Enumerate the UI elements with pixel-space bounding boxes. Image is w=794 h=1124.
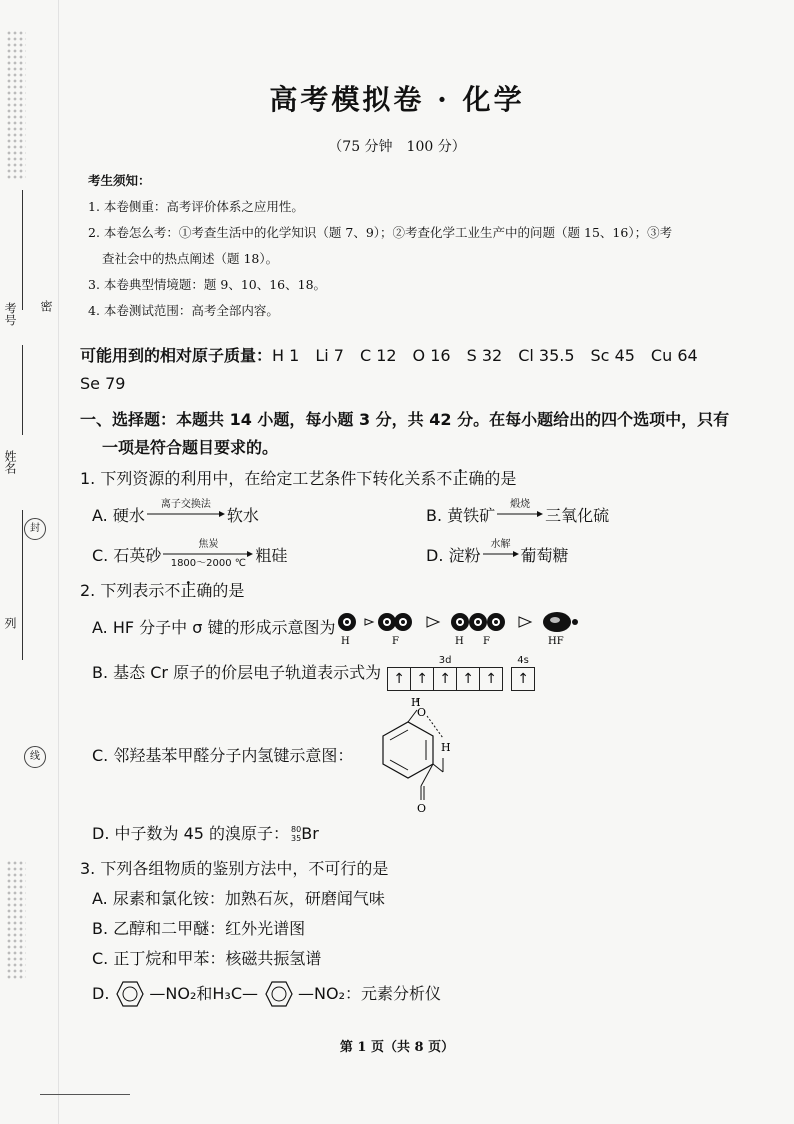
margin-line-3 — [22, 510, 23, 660]
arrow-icon — [497, 510, 543, 518]
reaction-arrow — [483, 539, 519, 569]
q1-c-left: C. 石英砂 — [92, 545, 162, 565]
orbital-label: H — [455, 636, 465, 647]
reaction-arrow — [147, 499, 225, 529]
q3-d-nitro-b: —NO₂ — [298, 984, 345, 1003]
q2-stem-emphasis: 不正确 — [164, 581, 213, 600]
orbital-4s-label: 4s — [517, 655, 529, 666]
q2-option-d — [80, 816, 760, 852]
q2-stem-a: 2. 下列表示 — [80, 581, 165, 600]
q1-option-b — [426, 499, 760, 529]
page-footer: 第 1 页（共 8 页） — [339, 1040, 455, 1055]
q1-a-right: 软水 — [226, 505, 259, 525]
margin-label-kaohao: 考号 — [3, 302, 17, 326]
q1-a-condition: 离子交换法 — [160, 499, 211, 510]
arrow-icon — [163, 550, 253, 558]
q3-d-suffix: ：元素分析仪 — [345, 984, 442, 1003]
nuclide-notation — [291, 825, 301, 843]
margin-label-mi: 密 — [39, 300, 53, 312]
orbital-label: F — [392, 636, 400, 647]
q3-d-and: 和H₃C— — [196, 984, 259, 1003]
reaction-arrow — [497, 499, 543, 529]
notes-item: 1. 本卷侧重：高考评价体系之应用性。 — [88, 199, 304, 214]
exam-notes — [88, 168, 672, 324]
q1-a-left: A. 硬水 — [92, 505, 145, 525]
q2-option-c — [80, 696, 760, 816]
atomic-number: 35 — [291, 834, 302, 843]
q1-c-right: 粗硅 — [255, 545, 288, 565]
page-title: 高考模拟卷 · 化学 — [269, 83, 525, 116]
benzene-ring-icon — [109, 977, 149, 1011]
orbital-4s — [511, 655, 535, 691]
question-3 — [80, 854, 760, 884]
spin-up-arrow: ↑ — [485, 671, 497, 687]
margin-line-1 — [22, 190, 23, 310]
q2-a-text: A. HF 分子中 σ 键的形成示意图为 — [92, 618, 336, 637]
atomic-masses-label: 可能用到的相对原子质量： — [80, 346, 273, 365]
element-symbol: Br — [301, 824, 319, 843]
q1-options-row-1 — [80, 494, 760, 534]
q3-d-nitro-a: —NO₂ — [149, 984, 197, 1003]
main-content — [80, 342, 760, 1014]
atomic-masses-list: H 1 Li 7 C 12 O 16 S 32 Cl 35.5 Sc 45 Cu 64 — [272, 346, 698, 365]
spin-up-arrow: ↑ — [517, 671, 529, 687]
sigma-bond-diagram — [335, 608, 585, 648]
spin-up-arrow: ↑ — [411, 668, 434, 690]
q1-stem-a: 1. 下列资源的利用中，在给定工艺条件下转化关系 — [80, 469, 437, 488]
q1-d-left: D. 淀粉 — [426, 545, 481, 565]
arrow-icon — [147, 510, 225, 518]
q2-b-text: B. 基态 Cr 原子的价层电子轨道表示式为 — [92, 663, 382, 682]
notes-title: 考生须知： — [88, 173, 151, 188]
q1-option-a — [92, 499, 426, 529]
q2-d-text: D. 中子数为 45 的溴原子： — [92, 824, 290, 843]
orbital-label: F — [483, 636, 491, 647]
atom-label: O — [417, 706, 427, 719]
q2-option-a — [80, 606, 760, 650]
margin-label-lie: 列 — [3, 617, 17, 629]
bottom-rule — [40, 1094, 130, 1095]
orbital-3d-boxes — [387, 667, 503, 691]
orbital-4s-boxes — [511, 667, 535, 691]
orbital-label: H — [341, 636, 351, 647]
atomic-masses — [80, 342, 760, 398]
q3-option-b: B. 乙醇和二甲醚：红外光谱图 — [92, 919, 306, 938]
notes-item: 4. 本卷测试范围：高考全部内容。 — [88, 303, 279, 318]
q3-option-c: C. 正丁烷和甲苯：核磁共振氢谱 — [92, 949, 322, 968]
q2-stem-b: 的是 — [212, 581, 245, 600]
spin-up-arrow: ↑ — [388, 668, 411, 690]
margin-mark-xian: 线 — [24, 746, 46, 768]
spin-up-arrow: ↑ — [434, 668, 457, 690]
orbital-label: HF — [548, 636, 565, 647]
q1-b-right: 三氧化硫 — [545, 505, 610, 525]
q1-d-condition: 水解 — [490, 539, 511, 550]
benzene-ring-icon — [258, 977, 298, 1011]
notes-item: 查社会中的热点阐述（题 18）。 — [102, 251, 279, 266]
q1-c-condition-bottom: 1800～2000 ℃ — [170, 558, 247, 569]
atom-label: H — [441, 741, 451, 754]
q3-option-d — [80, 974, 760, 1014]
section-line-2: 一项是符合题目要求的。 — [102, 438, 279, 457]
section-line-1: 一、选择题：本题共 14 小题，每小题 3 分，共 42 分。在每小题给出的四个选项中，只有 — [80, 410, 730, 429]
reaction-arrow — [163, 539, 253, 569]
margin-mark-feng: 封 — [24, 518, 46, 540]
margin-dot-pattern-bottom — [6, 860, 26, 980]
arrow-icon — [483, 550, 519, 558]
q1-b-condition: 煅烧 — [510, 499, 531, 510]
q1-option-c — [92, 539, 426, 569]
orbital-3d — [387, 655, 503, 691]
salicylaldehyde-structure — [353, 696, 463, 816]
question-1 — [80, 464, 760, 494]
q2-option-b — [80, 650, 760, 696]
orbital-3d-label: 3d — [438, 655, 452, 666]
margin-line-2 — [22, 345, 23, 435]
q3-stem: 3. 下列各组物质的鉴别方法中，不可行的是 — [80, 859, 389, 878]
atom-label: H — [411, 696, 421, 709]
q1-stem-b: 的是 — [484, 469, 517, 488]
q1-option-d — [426, 539, 760, 569]
section-heading — [80, 406, 760, 462]
q1-stem-emphasis: 不正确 — [436, 469, 485, 488]
mass-number: 80 — [291, 825, 302, 834]
q1-b-left: B. 黄铁矿 — [426, 505, 496, 525]
q3-option-a: A. 尿素和氯化铵：加熟石灰，研磨闻气味 — [92, 889, 385, 908]
q2-c-text: C. 邻羟基苯甲醛分子内氢键示意图： — [92, 746, 354, 765]
margin-label-xingming: 姓名 — [3, 450, 17, 474]
notes-item: 2. 本卷怎么考：①考查生活中的化学知识（题 7、9）；②考查化学工业生产中的问题（题 15、16）；③考 — [88, 225, 673, 240]
question-2 — [80, 576, 760, 606]
page-subtitle: （75 分钟 100 分） — [328, 139, 466, 155]
notes-item: 3. 本卷典型情境题：题 9、10、16、18。 — [88, 277, 327, 292]
spin-up-arrow: ↑ — [457, 668, 480, 690]
q3-d-prefix: D. — [92, 984, 110, 1003]
q1-d-right: 葡萄糖 — [520, 545, 569, 565]
atom-label: O — [417, 802, 427, 815]
atomic-masses-list-2: Se 79 — [80, 374, 126, 393]
q1-c-condition-top: 焦炭 — [198, 539, 219, 550]
q1-options-row-2 — [80, 534, 760, 574]
